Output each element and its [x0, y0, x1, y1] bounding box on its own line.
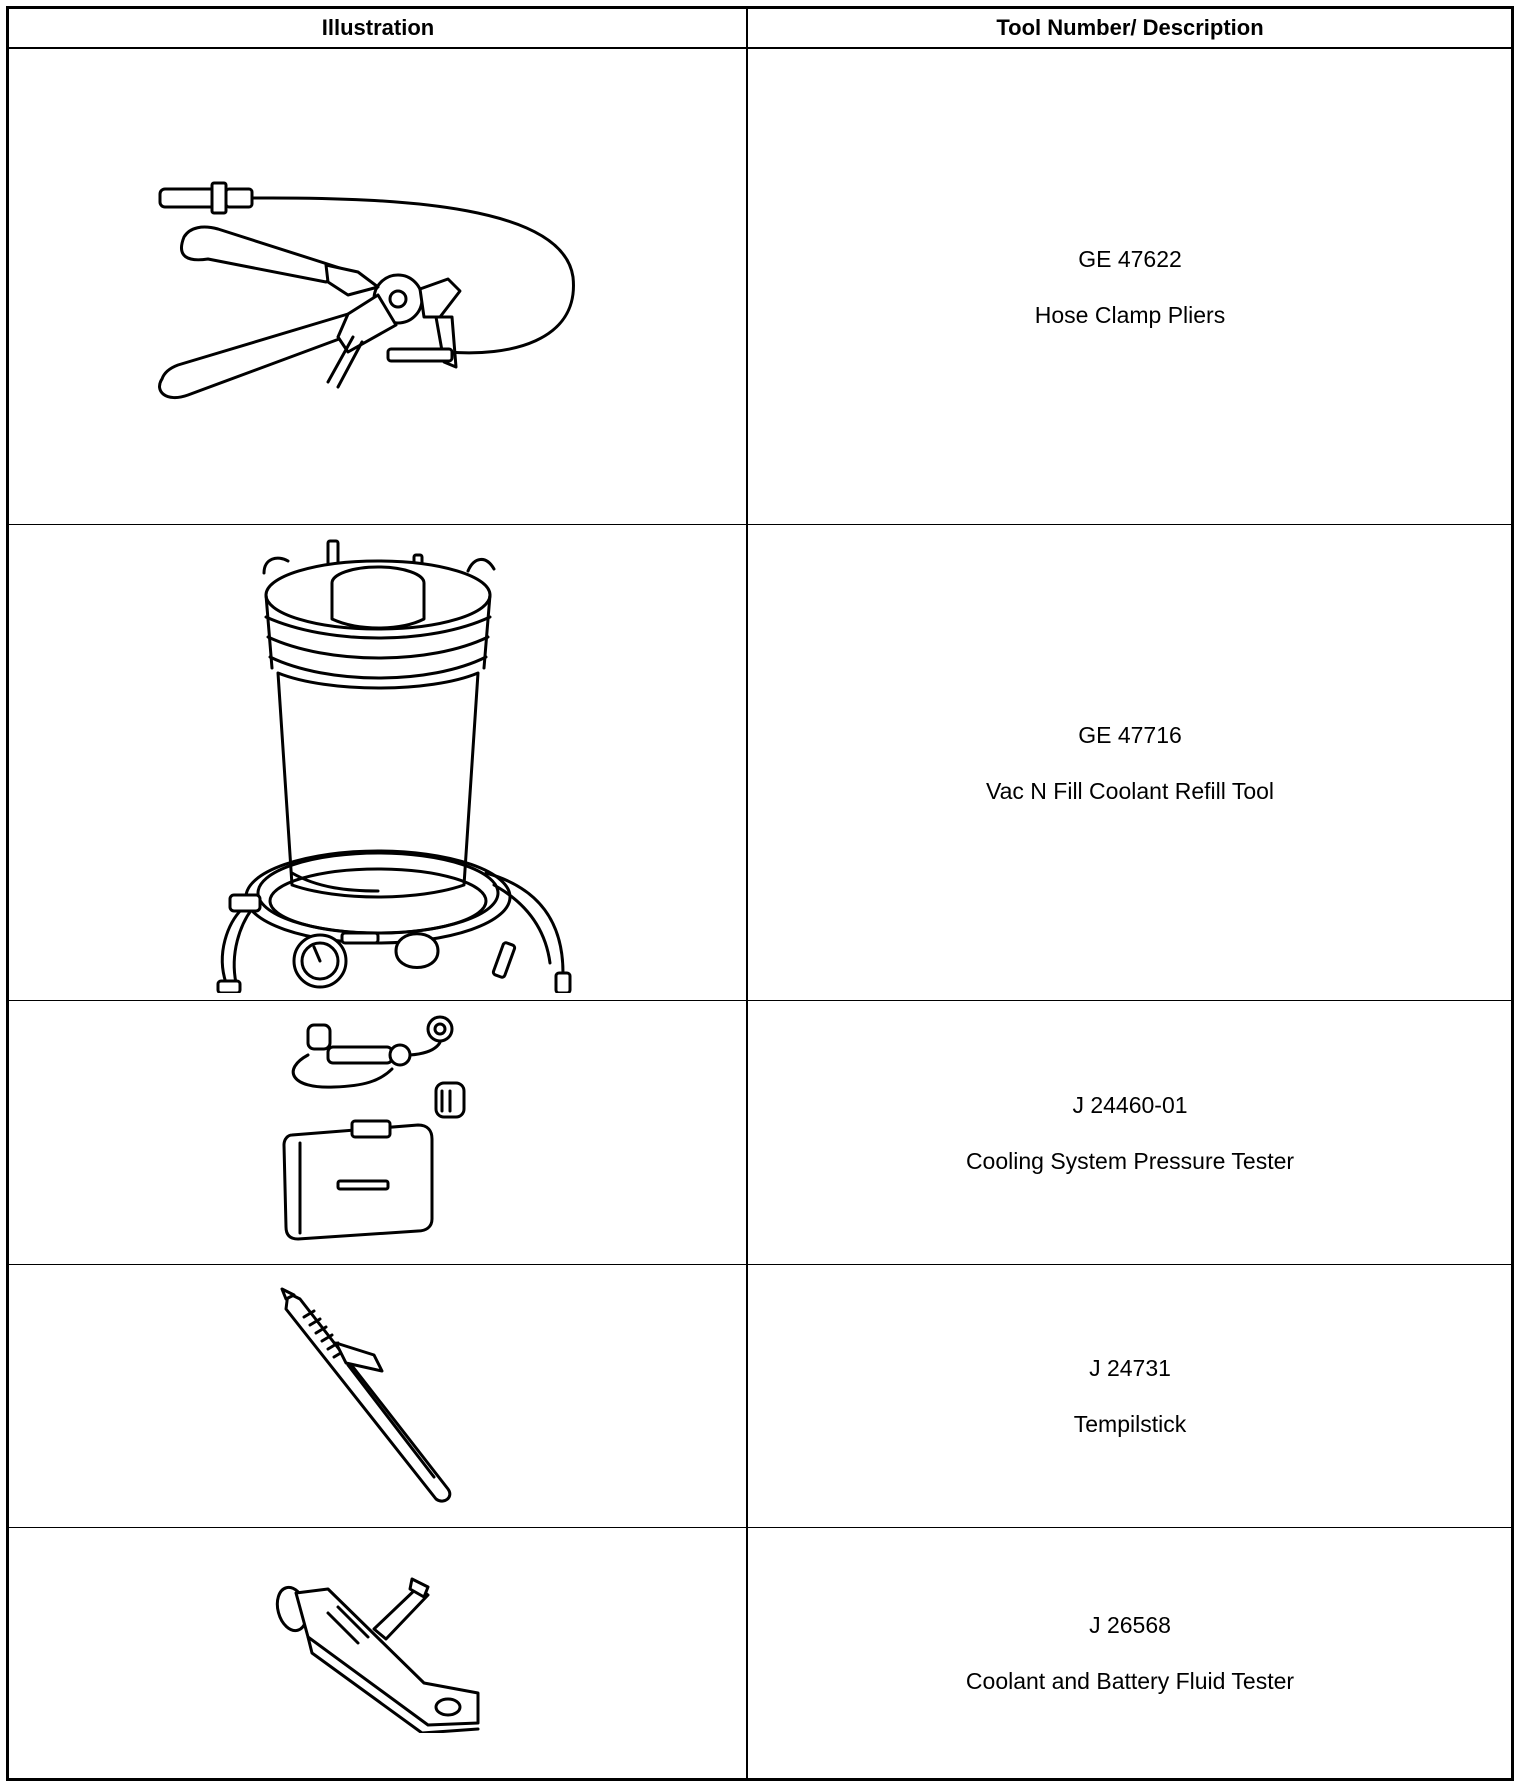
illustration-cell: [9, 525, 747, 1000]
table-header: [9, 9, 1511, 49]
tool-description-cell: [749, 1001, 1511, 1264]
tool-name: Cooling System Pressure Tester: [965, 1147, 1295, 1174]
tool-number: GE 47622: [1078, 245, 1182, 272]
illustration-cell: [9, 1528, 747, 1778]
fluid-tester-icon: [268, 1573, 488, 1733]
table-row: [9, 525, 1511, 1001]
table-row: [9, 1265, 1511, 1528]
table-row: [9, 1001, 1511, 1265]
tempilstick-icon: [278, 1281, 478, 1511]
tool-description-cell: [749, 1265, 1511, 1527]
vac-n-fill-tool-icon: [168, 533, 588, 993]
table-row: [9, 1528, 1511, 1778]
illustration-cell: [9, 1265, 747, 1527]
tool-description-cell: [749, 49, 1511, 524]
special-tools-table: [6, 6, 1514, 1781]
tool-number: J 24731: [1089, 1355, 1171, 1381]
tool-description-cell: [749, 1528, 1511, 1778]
tool-number: GE 47716: [1078, 721, 1182, 748]
tool-name: Tempilstick: [1073, 1411, 1187, 1437]
tool-description-column-header: Tool Number/ Description: [996, 15, 1264, 40]
illustration-cell: [9, 1001, 747, 1264]
illustration-cell: [9, 49, 747, 524]
pressure-tester-icon: [268, 1013, 488, 1253]
hose-clamp-pliers-icon: [148, 167, 608, 407]
illustration-column-header: Illustration: [321, 15, 435, 40]
tool-name: Vac N Fill Coolant Refill Tool: [985, 777, 1275, 804]
tool-number: J 24460-01: [1072, 1091, 1188, 1118]
tool-name: Coolant and Battery Fluid Tester: [965, 1668, 1295, 1694]
tool-name: Hose Clamp Pliers: [1034, 301, 1226, 328]
table-row: [9, 49, 1511, 525]
tool-number: J 26568: [1089, 1612, 1171, 1638]
tool-description-cell: [749, 525, 1511, 1000]
